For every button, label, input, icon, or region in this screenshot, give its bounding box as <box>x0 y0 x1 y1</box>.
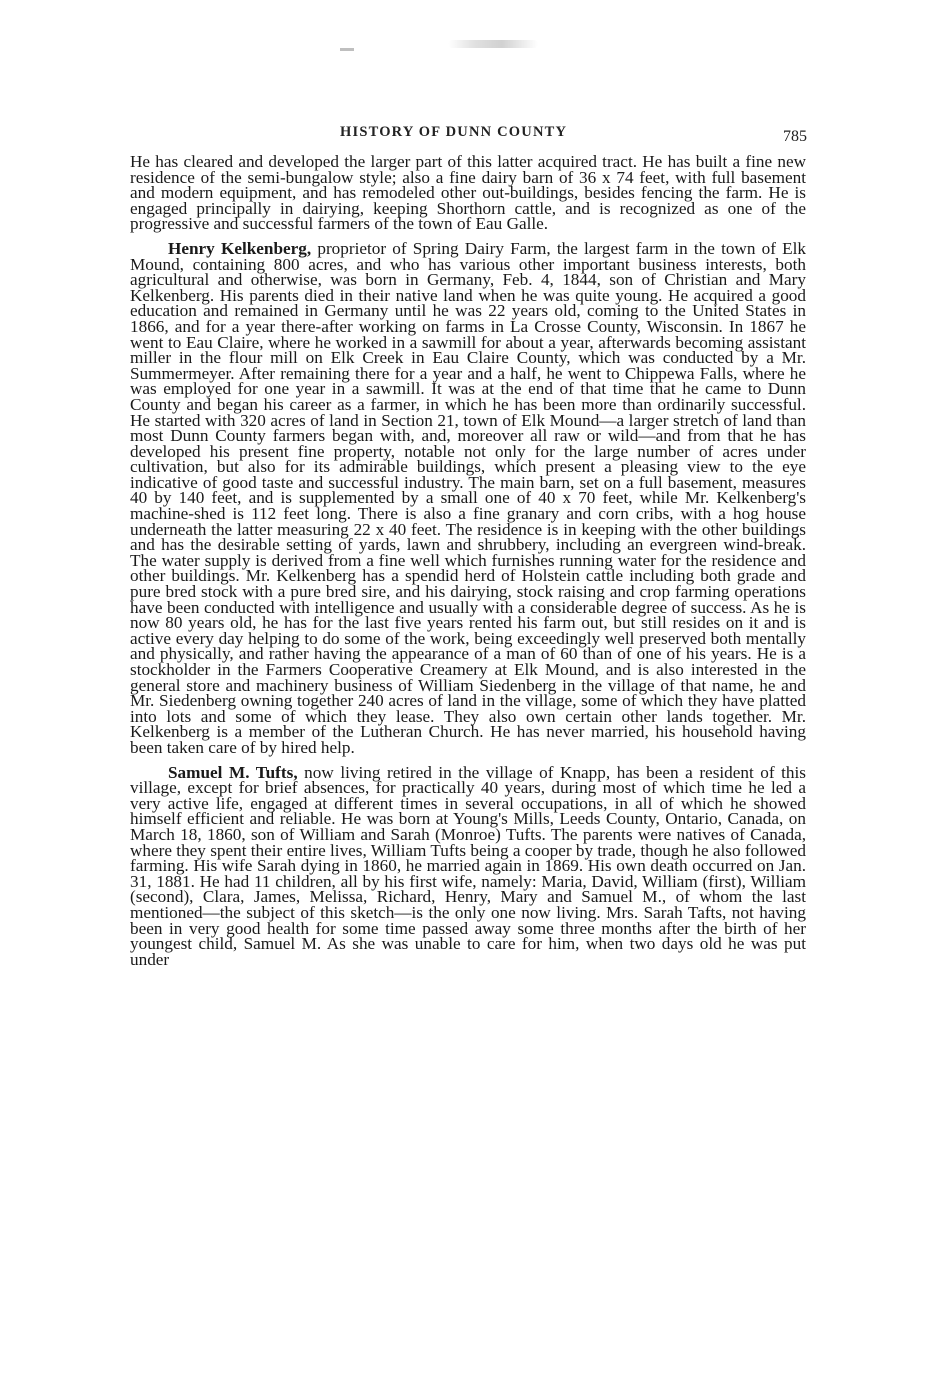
paragraph-tufts <box>130 762 806 969</box>
paragraph-kelkenberg <box>130 238 806 757</box>
paragraph-text: proprietor of Spring Dairy Farm, the largest farm in the town of Elk Mound, containing 800 acres, and who has various other important business interests, both agricultural and otherwise, was born in Germany, Feb. 4, 1844, son of Christian and Mary Kelkenberg. His parents died in their native land when he was quite young. He acquired a good education and remained in Germany until he was 22 years old, coming to the United States in 1866, and for a year there-after working on farms in La Crosse County, Wisconsin. In 1867 he went to Eau Claire, where he worked in a sawmill for about a year, afterwards becoming assistant miller in the flour mill on Elk Creek in Eau Claire County, which was conducted by a Mr. Summermeyer. After remaining there for a year and a half, he went to Chippewa Falls, where he was employed for one year in a sawmill. It was at the end of that time that he came to Dunn County and began his career as a farmer, in which he has been more than ordinarily successful. He started with 320 acres of land in Section 21, town of Elk Mound—a larger stretch of land than most Dunn County farmers began with, and, moreover all raw or wild—and from that he has developed his present fine property, notable not only for the large number of acres under cultivation, but also for its admirable buildings, which present a pleasing view to the eye indicative of good taste and successful industry. The main barn, set on a full basement, measures 40 by 140 feet, and is supplemented by a small one of 40 x 70 feet, while Mr. Kelkenberg's machine-shed is 112 feet long. There is also a fine granary and corn cribs, with a hog house underneath the latter measuring 22 x 40 feet. The residence is in keeping with the other buildings and has the desirable setting of yards, lawn and shrubbery, including an evergreen wind-break. The water supply is derived from a fine well which furnishes running water for the residence and other buildings. Mr. Kelkenberg has a spendid herd of Holstein cattle including both grade and pure bred stock with a pure bred sire, and his dairying, stock raising and crop farming operations have been conducted with intelligence and usually with a considerable degree of success. As he is now 80 years old, he has for the last five years rented his farm out, but still resides on it and is active every day helping to do some of the work, being exceedingly well preserved both mentally and physically, and rather having the appearance of a man of 60 than of one of his years. He is a stockholder in the Farmers Cooperative Creamery at Elk Mound, and is also interested in the general store and machinery business of William Siedenberg in the village of that name, he and Mr. Siedenberg owning together 240 acres of land in the village, some of which they have platted into lots and some of which they lease. They also own certain other lands together. Mr. Kelkenberg is a member of the Lutheran Church. He has never married, his household having been taken care of by hired help. <box>130 238 806 757</box>
scan-speck <box>340 48 354 51</box>
paragraph-text: He has cleared and developed the larger part of this latter acquired tract. He has built a fine new residence of the semi-bungalow style; also a fine dairy barn of 36 x 74 feet, with full basement and modern equipment, and has remodeled other out-buildings, besides fencing the farm. He is engaged principally in dairying, keeping Shorthorn cattle, and is recognized as one of the progressive and successful farmers of the town of Eau Galle. <box>130 152 806 234</box>
running-title: HISTORY OF DUNN COUNTY <box>340 124 568 140</box>
paragraph-text: now living retired in the village of Knapp, has been a resident of this village, except for brief absences, for practically 40 years, during most of which time he led a very active life, engaged at different times in several occupations, in all of which he showed himself efficient and reliable. He was born at Young's Mills, Leeds County, Ontario, Canada, on March 18, 1860, son of William and Sarah (Monroe) Tufts. The parents were natives of Canada, where they spent their entire lives, William Tufts being a cooper by trade, though he also followed farming. His wife Sarah dying in 1860, he married again in 1869. His own death occurred on Jan. 31, 1881. He had 11 children, all by his first wife, namely: Maria, David, William (first), William (second), Clara, James, Melissa, Richard, Henry, Mary and Samuel M., of whom the last mentioned—the subject of this sketch—is the only one now living. Mrs. Sarah Tafts, not having been in very good health for some time passed away some three months after the birth of her youngest child, Samuel M. As she was unable to care for him, when two days old he was put under <box>130 762 806 969</box>
paragraph-continued <box>130 154 806 232</box>
page-number: 785 <box>783 128 807 145</box>
body-text <box>130 154 806 967</box>
scan-smudge <box>448 40 538 48</box>
biography-name: Samuel M. Tufts, <box>168 762 298 782</box>
biography-name: Henry Kelkenberg, <box>168 238 312 258</box>
